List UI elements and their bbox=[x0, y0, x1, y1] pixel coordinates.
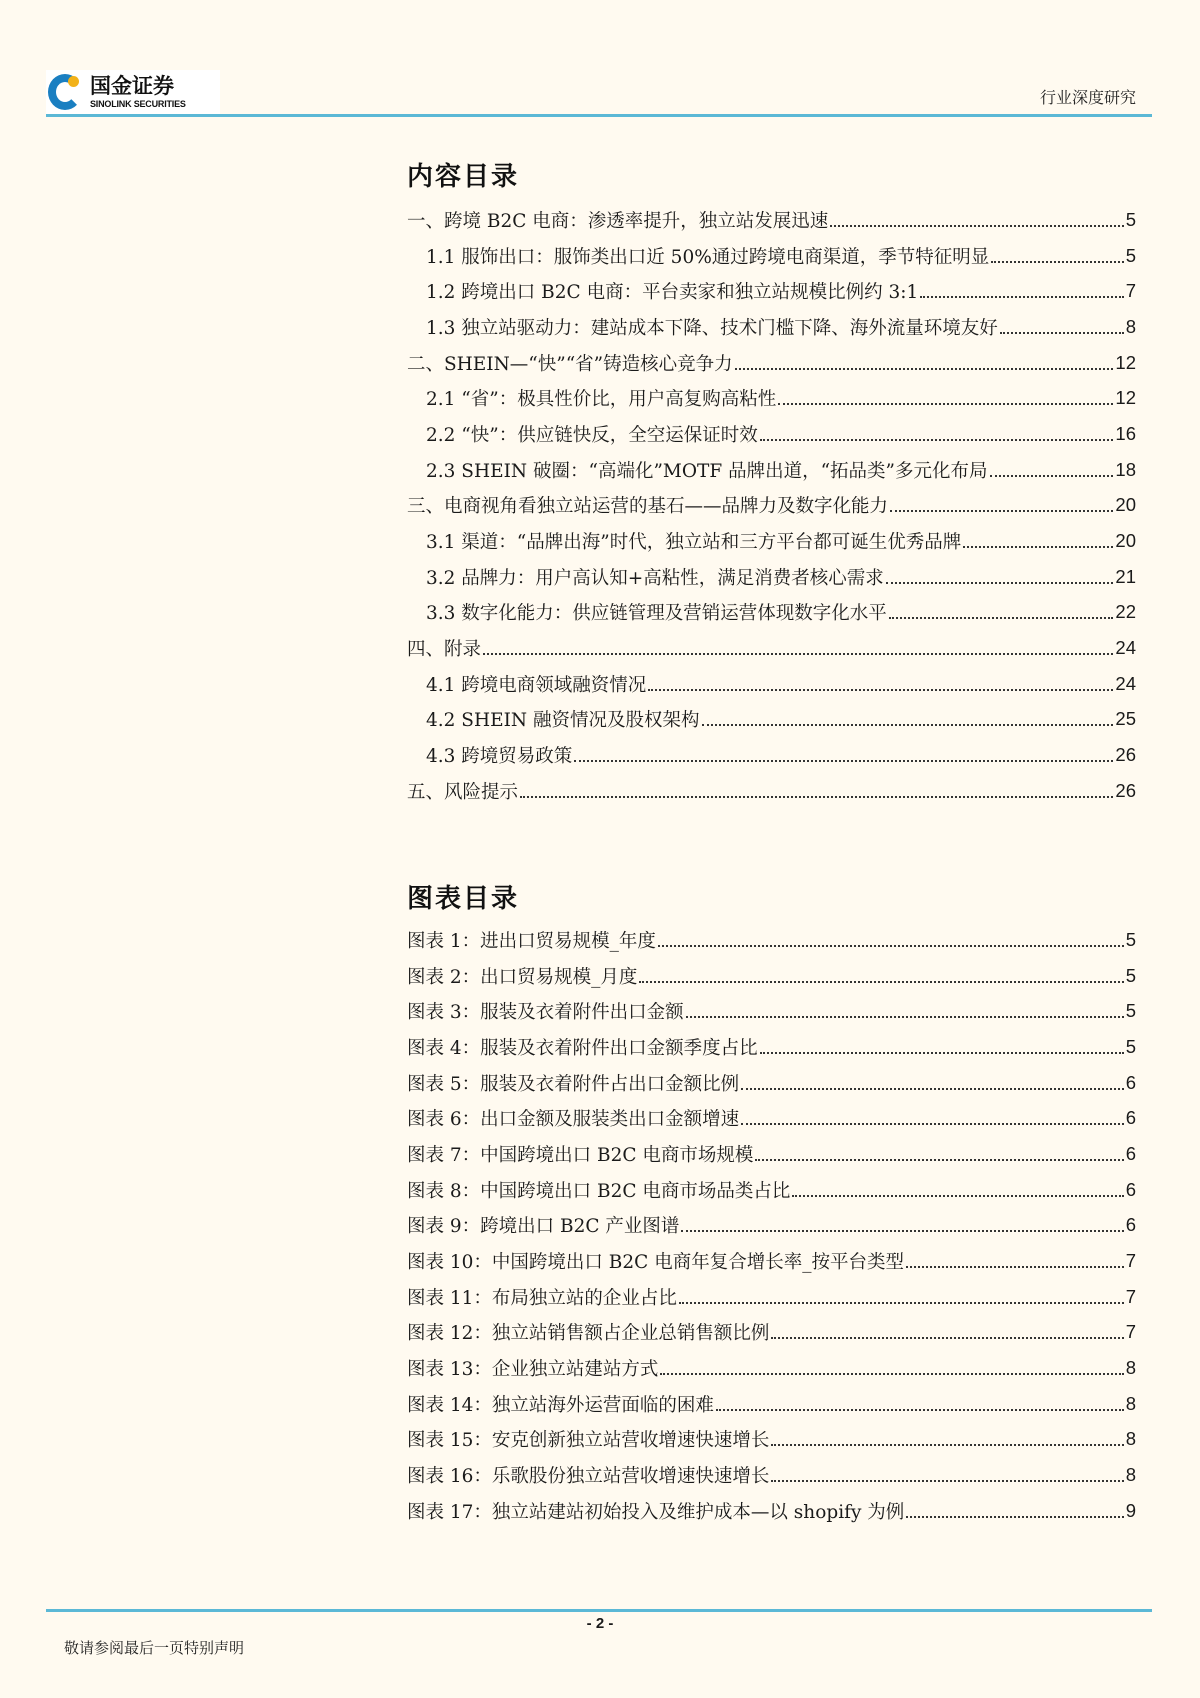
toc-entry[interactable] bbox=[407, 309, 1136, 345]
dot-leader bbox=[639, 981, 1123, 983]
entry-label: 图表 5：服装及衣着附件占出口金额比例 bbox=[407, 1073, 740, 1095]
dot-leader bbox=[830, 225, 1123, 227]
dot-leader bbox=[741, 1123, 1124, 1125]
entry-page: 5 bbox=[1125, 928, 1136, 950]
entry-label: 2.2 “快”：供应链快反，全空运保证时效 bbox=[426, 424, 758, 446]
company-logo bbox=[46, 70, 220, 114]
toc-entry[interactable] bbox=[407, 737, 1136, 773]
entry-page: 8 bbox=[1125, 1392, 1136, 1414]
toc-entry[interactable] bbox=[407, 523, 1136, 559]
entry-page: 7 bbox=[1125, 1285, 1136, 1307]
entry-label: 一、跨境 B2C 电商：渗透率提升，独立站发展迅速 bbox=[407, 210, 829, 232]
entry-label: 图表 6：出口金额及服装类出口金额增速 bbox=[407, 1109, 740, 1131]
dot-leader bbox=[716, 1409, 1124, 1411]
entry-page: 24 bbox=[1115, 637, 1136, 659]
toc-entry[interactable] bbox=[407, 345, 1136, 381]
entry-label: 图表 17：独立站建站初始投入及维护成本—以 shopify 为例 bbox=[407, 1501, 905, 1523]
entry-label: 图表 3：服装及衣着附件出口金额 bbox=[407, 1002, 684, 1024]
entry-label: 3.3 数字化能力：供应链管理及营销运营体现数字化水平 bbox=[426, 603, 887, 625]
entry-label: 图表 16：乐歌股份独立站营收增速快速增长 bbox=[407, 1466, 770, 1488]
toc-entry[interactable] bbox=[407, 702, 1136, 738]
entry-label: 图表 8：中国跨境出口 B2C 电商市场品类占比 bbox=[407, 1180, 791, 1202]
entry-label: 4.1 跨境电商领域融资情况 bbox=[426, 674, 647, 696]
entry-label: 图表 12：独立站销售额占企业总销售额比例 bbox=[407, 1323, 770, 1345]
entry-page: 26 bbox=[1115, 779, 1136, 801]
figure-entry[interactable] bbox=[407, 1029, 1136, 1065]
figure-entry[interactable] bbox=[407, 1493, 1136, 1529]
dot-leader bbox=[778, 403, 1113, 405]
entry-label: 四、附录 bbox=[407, 639, 482, 661]
dot-leader bbox=[681, 1230, 1123, 1232]
toc-entry[interactable] bbox=[407, 380, 1136, 416]
entry-label: 4.3 跨境贸易政策 bbox=[426, 746, 573, 768]
entry-page: 18 bbox=[1115, 458, 1136, 480]
toc-entry[interactable] bbox=[407, 559, 1136, 595]
header-divider bbox=[46, 114, 1152, 117]
entry-page: 5 bbox=[1125, 208, 1136, 230]
entry-page: 7 bbox=[1125, 280, 1136, 302]
toc-entry[interactable] bbox=[407, 416, 1136, 452]
figure-entry[interactable] bbox=[407, 1136, 1136, 1172]
entry-label: 图表 9：跨境出口 B2C 产业图谱 bbox=[407, 1216, 680, 1238]
toc-entry[interactable] bbox=[407, 238, 1136, 274]
toc-entry[interactable] bbox=[407, 488, 1136, 524]
entry-label: 3.1 渠道：“品牌出海”时代，独立站和三方平台都可诞生优秀品牌 bbox=[426, 532, 962, 554]
dot-leader bbox=[648, 689, 1113, 691]
dot-leader bbox=[702, 724, 1114, 726]
toc-entry[interactable] bbox=[407, 202, 1136, 238]
entry-page: 7 bbox=[1125, 1250, 1136, 1272]
dot-leader bbox=[792, 1195, 1123, 1197]
dot-leader bbox=[686, 1016, 1124, 1018]
figure-entry[interactable] bbox=[407, 1065, 1136, 1101]
dot-leader bbox=[658, 945, 1124, 947]
dot-leader bbox=[920, 296, 1123, 298]
dot-leader bbox=[889, 617, 1114, 619]
toc-list bbox=[407, 202, 1136, 809]
dot-leader bbox=[679, 1302, 1124, 1304]
dot-leader bbox=[963, 546, 1113, 548]
dot-leader bbox=[771, 1337, 1123, 1339]
dot-leader bbox=[1000, 332, 1124, 334]
figure-entry[interactable] bbox=[407, 1422, 1136, 1458]
dot-leader bbox=[991, 261, 1123, 263]
entry-page: 6 bbox=[1125, 1107, 1136, 1129]
entry-page: 8 bbox=[1125, 1464, 1136, 1486]
entry-label: 三、电商视角看独立站运营的基石——品牌力及数字化能力 bbox=[407, 496, 889, 518]
dot-leader bbox=[890, 510, 1113, 512]
entry-label: 五、风险提示 bbox=[407, 781, 519, 803]
entry-label: 3.2 品牌力：用户高认知+高粘性，满足消费者核心需求 bbox=[426, 567, 884, 589]
dot-leader bbox=[483, 653, 1113, 655]
toc-entry[interactable] bbox=[407, 595, 1136, 631]
entry-page: 22 bbox=[1115, 601, 1136, 623]
entry-label: 图表 1：进出口贸易规模_年度 bbox=[407, 930, 656, 952]
entry-page: 21 bbox=[1115, 565, 1136, 587]
entry-label: 二、SHEIN—“快”“省”铸造核心竞争力 bbox=[407, 353, 733, 375]
disclaimer: 敬请参阅最后一页特别声明 bbox=[64, 1639, 245, 1657]
entry-page: 5 bbox=[1125, 964, 1136, 986]
logo-chinese-name: 国金证券 bbox=[90, 73, 174, 98]
entry-page: 6 bbox=[1125, 1142, 1136, 1164]
entry-label: 图表 2：出口贸易规模_月度 bbox=[407, 966, 638, 988]
entry-page: 7 bbox=[1125, 1321, 1136, 1343]
entry-page: 5 bbox=[1125, 1035, 1136, 1057]
toc-entry[interactable] bbox=[407, 452, 1136, 488]
dot-leader bbox=[906, 1516, 1123, 1518]
toc-entry[interactable] bbox=[407, 666, 1136, 702]
report-type: 行业深度研究 bbox=[1039, 88, 1136, 107]
entry-page: 6 bbox=[1125, 1214, 1136, 1236]
dot-leader bbox=[735, 368, 1114, 370]
figure-entry[interactable] bbox=[407, 1208, 1136, 1244]
logo-english-name: SINOLINK SECURITIES bbox=[90, 98, 186, 109]
entry-page: 6 bbox=[1125, 1071, 1136, 1093]
figure-entry[interactable] bbox=[407, 1243, 1136, 1279]
dot-leader bbox=[906, 1266, 1124, 1268]
dot-leader bbox=[520, 796, 1113, 798]
entry-page: 26 bbox=[1115, 744, 1136, 766]
entry-label: 图表 11：布局独立站的企业占比 bbox=[407, 1287, 677, 1309]
entry-page: 8 bbox=[1125, 315, 1136, 337]
entry-label: 4.2 SHEIN 融资情况及股权架构 bbox=[426, 710, 700, 732]
toc-entry[interactable] bbox=[407, 630, 1136, 666]
entry-page: 24 bbox=[1115, 672, 1136, 694]
page-number: - 2 - bbox=[586, 1615, 614, 1632]
logo-icon bbox=[46, 72, 84, 112]
entry-page: 12 bbox=[1115, 387, 1136, 409]
figure-entry[interactable] bbox=[407, 958, 1136, 994]
figure-entry[interactable] bbox=[407, 922, 1136, 958]
toc-entry[interactable] bbox=[407, 273, 1136, 309]
entry-label: 2.3 SHEIN 破圈：“高端化”MOTF 品牌出道，“拓品类”多元化布局 bbox=[426, 460, 988, 482]
figures-list bbox=[407, 922, 1136, 1529]
dot-leader bbox=[771, 1444, 1123, 1446]
figure-entry[interactable] bbox=[407, 1350, 1136, 1386]
figure-entry[interactable] bbox=[407, 1100, 1136, 1136]
dot-leader bbox=[755, 1159, 1123, 1161]
dot-leader bbox=[760, 439, 1114, 441]
entry-label: 1.1 服饰出口：服饰类出口近 50%通过跨境电商渠道，季节特征明显 bbox=[426, 246, 990, 268]
entry-page: 5 bbox=[1125, 244, 1136, 266]
entry-label: 图表 10：中国跨境出口 B2C 电商年复合增长率_按平台类型 bbox=[407, 1252, 904, 1274]
toc-title: 内容目录 bbox=[407, 162, 520, 192]
entry-page: 25 bbox=[1115, 708, 1136, 730]
dot-leader bbox=[760, 1052, 1124, 1054]
entry-label: 1.2 跨境出口 B2C 电商：平台卖家和独立站规模比例约 3:1 bbox=[426, 282, 919, 304]
figure-entry[interactable] bbox=[407, 1386, 1136, 1422]
entry-label: 图表 13：企业独立站建站方式 bbox=[407, 1359, 659, 1381]
entry-page: 12 bbox=[1115, 351, 1136, 373]
figure-entry[interactable] bbox=[407, 1279, 1136, 1315]
dot-leader bbox=[741, 1088, 1124, 1090]
footer-divider bbox=[46, 1609, 1152, 1612]
entry-page: 16 bbox=[1115, 422, 1136, 444]
entry-page: 8 bbox=[1125, 1357, 1136, 1379]
dot-leader bbox=[771, 1480, 1123, 1482]
figures-title: 图表目录 bbox=[407, 884, 520, 914]
entry-label: 1.3 独立站驱动力：建站成本下降、技术门槛下降、海外流量环境友好 bbox=[426, 317, 998, 339]
toc-entry[interactable] bbox=[407, 773, 1136, 809]
entry-page: 20 bbox=[1115, 530, 1136, 552]
dot-leader bbox=[990, 475, 1114, 477]
entry-page: 5 bbox=[1125, 1000, 1136, 1022]
entry-label: 图表 7：中国跨境出口 B2C 电商市场规模 bbox=[407, 1144, 754, 1166]
dot-leader bbox=[886, 582, 1114, 584]
entry-page: 9 bbox=[1125, 1499, 1136, 1521]
entry-label: 2.1 “省”：极具性价比，用户高复购高粘性 bbox=[426, 389, 777, 411]
entry-label: 图表 4：服装及衣着附件出口金额季度占比 bbox=[407, 1037, 758, 1059]
figure-entry[interactable] bbox=[407, 1315, 1136, 1351]
entry-page: 8 bbox=[1125, 1428, 1136, 1450]
entry-label: 图表 14：独立站海外运营面临的困难 bbox=[407, 1394, 714, 1416]
figure-entry[interactable] bbox=[407, 993, 1136, 1029]
entry-page: 20 bbox=[1115, 494, 1136, 516]
figure-entry[interactable] bbox=[407, 1457, 1136, 1493]
dot-leader bbox=[660, 1373, 1123, 1375]
entry-label: 图表 15：安克创新独立站营收增速快速增长 bbox=[407, 1430, 770, 1452]
dot-leader bbox=[574, 760, 1113, 762]
entry-page: 6 bbox=[1125, 1178, 1136, 1200]
figure-entry[interactable] bbox=[407, 1172, 1136, 1208]
